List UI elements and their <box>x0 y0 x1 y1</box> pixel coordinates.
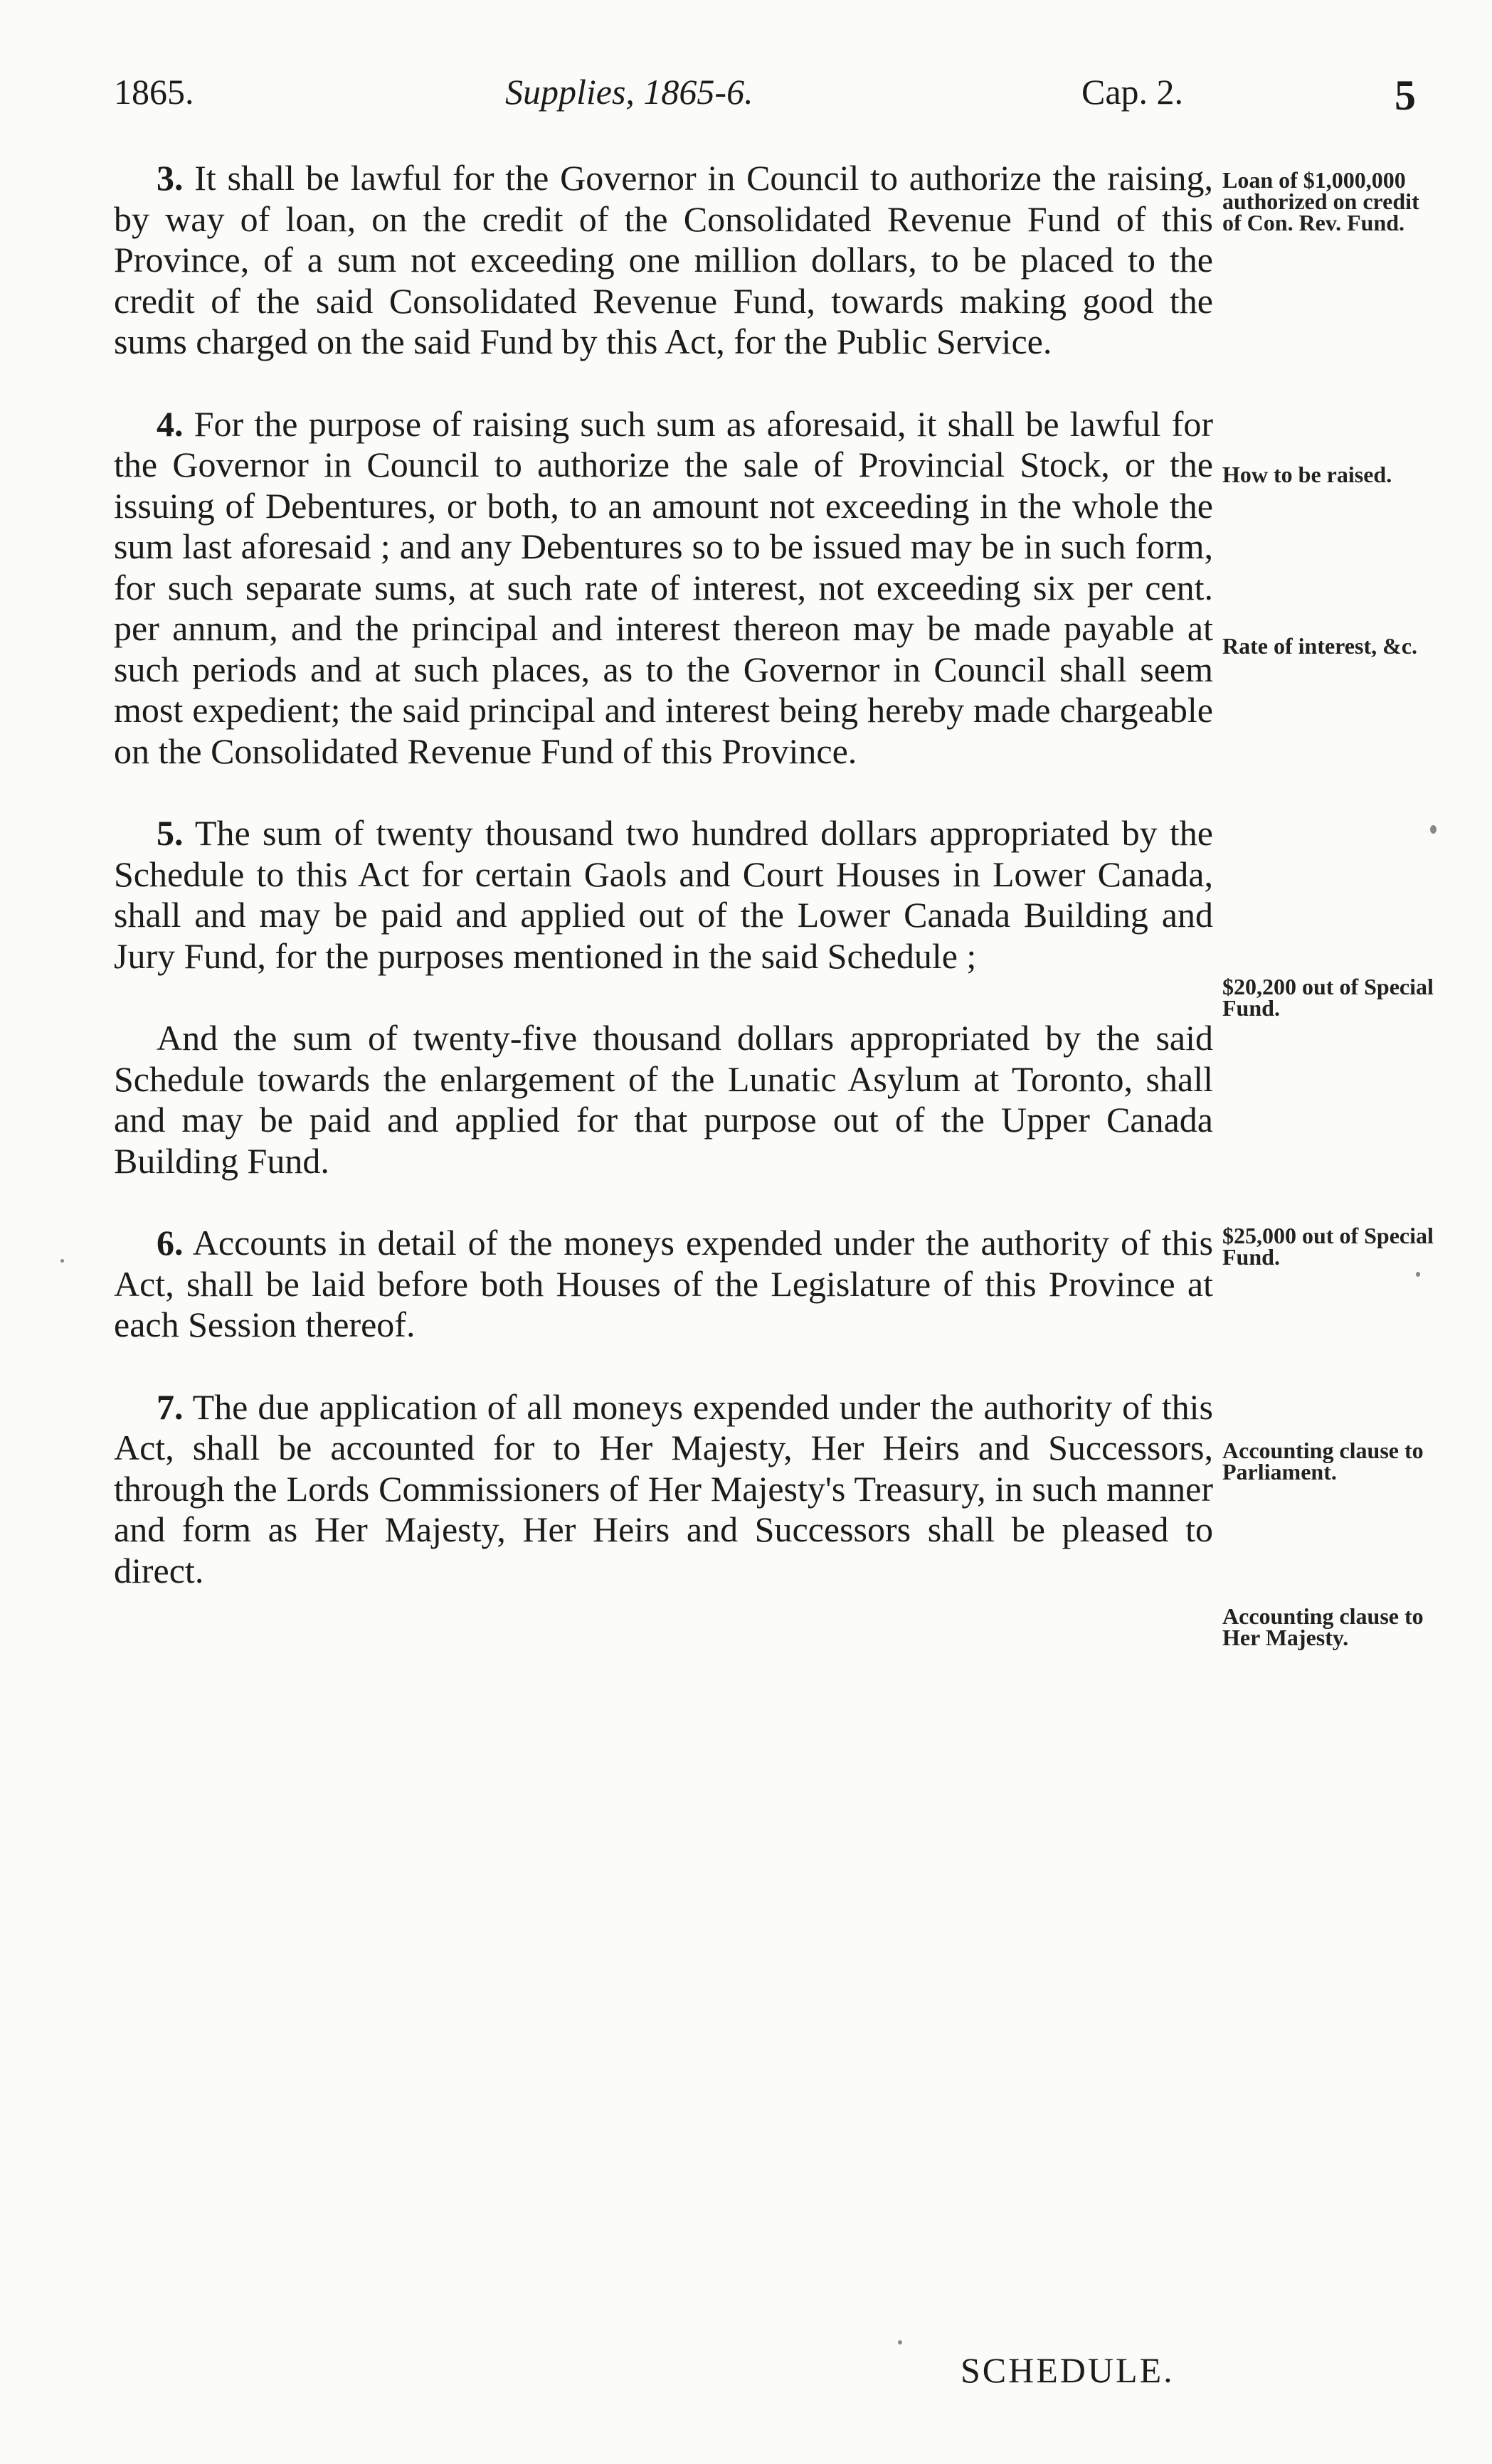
ink-speck <box>60 1259 64 1263</box>
section-text: It shall be lawful for the Governor in Council to authorize the raising, by way of loan, on the credit of the Consolidated Revenue Fund of this Province, of a sum not exceeding one million dollars, to be placed to the credit of the said Consolidated Revenue Fund, towards making good the sums charged on the said Fund by this Act, for the Public Service. <box>114 158 1213 361</box>
margin-note-rate-of-interest: Rate of interest, &c. <box>1222 633 1417 659</box>
margin-note-accounting-parliament: Accounting clause to Parliament. <box>1222 1438 1424 1485</box>
header-year: 1865. <box>114 72 194 112</box>
ink-speck <box>1416 1272 1420 1277</box>
section-number: 4. <box>157 403 184 444</box>
section-5-continued <box>114 1018 1213 1181</box>
page-number: 5 <box>1395 72 1416 119</box>
catchword: SCHEDULE. <box>961 2350 1175 2390</box>
ink-speck <box>898 2340 902 2344</box>
header-chapter: Cap. 2. <box>1081 72 1184 112</box>
statute-text <box>114 158 1213 1591</box>
section-text: The due application of all moneys expended under the authority of this Act, shall be accounted for to Her Majesty, Her Heirs and Successors, through the Lords Commissioners of Her Majesty's Treasury, in such manner and form as Her Majesty, Her Heirs and Successors shall be pleased to direct. <box>114 1386 1213 1591</box>
margin-note-how-raised: How to be raised. <box>1222 462 1392 487</box>
section-number: 3. <box>157 158 184 198</box>
section-7 <box>114 1387 1213 1592</box>
section-number: 7. <box>157 1386 184 1427</box>
section-6 <box>114 1223 1213 1346</box>
ink-speck <box>1430 825 1437 834</box>
margin-note-loan: Loan of $1,000,000 authorized on credit of Con. Rev. Fund. <box>1222 167 1419 235</box>
section-4 <box>114 404 1213 772</box>
running-header <box>114 71 1423 135</box>
section-text: For the purpose of raising such sum as aforesaid, it shall be lawful for the Governor in Council to authorize the sale of Provincial Stock, or the issuing of Debentures, or both, to an amount not exceeding in the whole the sum last aforesaid ; and any Debentures so to be issued may be in such form, for such separate sums, at such rate of interest, not exceeding six per cent. per annum, and the principal and interest thereon may be made payable at such periods and at such places, as to the Governor in Council shall seem most expedient; the said principal and interest being hereby made chargeable on the Consolidated Revenue Fund of this Province. <box>114 403 1214 771</box>
section-text: And the sum of twenty-five thousand dollars appropriated by the said Schedule towards the enlargement of the Lunatic Asylum at Toronto, shall and may be paid and applied for that purpose out of the Upper Canada Building Fund. <box>114 1018 1213 1181</box>
section-text: Accounts in detail of the moneys expended under the authority of this Act, shall be laid before both Houses of the Legislature of this Province at each Session thereof. <box>114 1223 1213 1344</box>
margin-note-20200-special-fund: $20,200 out of Special Fund. <box>1222 974 1434 1021</box>
section-3 <box>114 158 1213 363</box>
section-number: 5. <box>157 813 184 853</box>
section-number: 6. <box>157 1223 184 1263</box>
header-title: Supplies, 1865-6. <box>505 72 753 112</box>
margin-note-accounting-her-majesty: Accounting clause to Her Majesty. <box>1222 1603 1424 1650</box>
margin-note-25000-special-fund: $25,000 out of Special Fund. <box>1222 1223 1434 1270</box>
section-5 <box>114 813 1213 977</box>
section-text: The sum of twenty thousand two hundred dollars appropriated by the Schedule to this Act for certain Gaols and Court Houses in Lower Canada, shall and may be paid and applied out of the Lower Canada Building and Jury Fund, for the purposes mentioned in the said Schedule ; <box>114 813 1213 976</box>
